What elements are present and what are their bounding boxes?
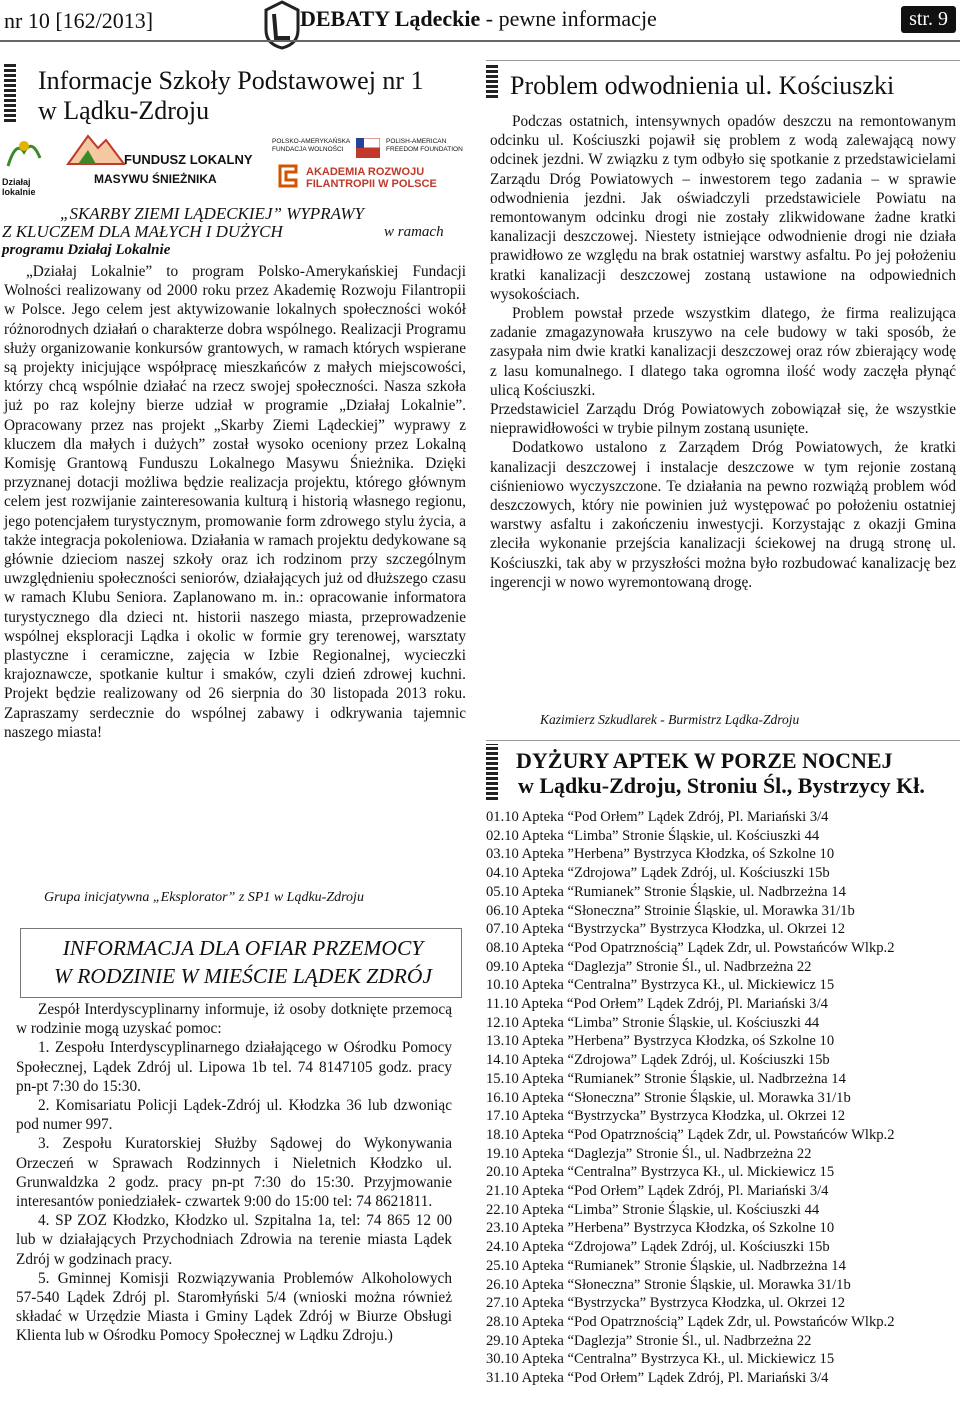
pharmacy-row: 25.10 Apteka “Rumianek” Stronie Śląskie, ul. Nadbrzeżna 14 [486, 1257, 846, 1274]
pharmacy-row: 17.10 Apteka “Bystrzycka” Bystrzyca Kłodzka, ul. Okrzei 12 [486, 1108, 846, 1125]
pharmacy-row: 13.10 Apteka ”Herbena” Bystrzyca Kłodzka, oś Szkolne 10 [486, 1033, 835, 1050]
page-header [0, 0, 960, 52]
fundusz-text-1: FUNDUSZ LOKALNY [124, 152, 253, 167]
info-item-5: 5. Gminnej Komisji Rozwiązywania Problemów Alkoholowych 57-540 Lądek Zdrój pl. Staromłyński 5/4 (wnioski można również składać w Urzędzie Miasta i Gminy Lądek Zdrój w Biurze Obsługi Klienta lub w Ośrodku Pomocy Społecznej w Lądku Zdroju.) [16, 1269, 452, 1345]
pharmacy-row: 22.10 Apteka “Limba” Stronie Śląskie, ul. Kościuszki 44 [486, 1201, 820, 1218]
article-body [4, 262, 466, 742]
problem-title: Problem odwodnienia ul. Kościuszki [510, 71, 895, 100]
pharmacy-row: 28.10 Apteka “Pod Opatrznością” Lądek Zdr, ul. Powstańców Wlkp.2 [486, 1313, 895, 1330]
problem-bar [486, 64, 498, 98]
pharmacy-row: 27.10 Apteka “Bystrzycka” Bystrzyca Kłodzka, ul. Okrzei 12 [486, 1295, 846, 1312]
project-title-line-1: „SKARBY ZIEMI LĄDECKIEJ” WYPRAWY [60, 204, 364, 223]
page-number: str. 9 [901, 6, 956, 33]
info-title [28, 934, 458, 990]
pharmacy-row: 12.10 Apteka “Limba” Stronie Śląskie, ul. Kościuszki 44 [486, 1014, 820, 1031]
info-item-4: 4. SP ZOZ Kłodzko, Kłodzko ul. Szpitalna 1a, tel: 74 865 12 00 lub w działających Przychodniach Zdrowia na terenie miasta Lądek Zdrój w godzinach pracy. [16, 1212, 452, 1268]
pharmacy-row: 18.10 Apteka “Pod Opatrznością” Lądek Zdr, ul. Powstańców Wlkp.2 [486, 1126, 895, 1143]
pafw-logo [270, 136, 470, 200]
pharmacy-row: 24.10 Apteka “Zdrojowa” Lądek Zdrój, ul. Kościuszki 15b [486, 1239, 830, 1256]
issue-number: nr 10 [162/2013] [4, 8, 154, 33]
project-title-line-3: w ramach [384, 224, 444, 240]
section-subtitle: w Lądku-Zdroju [38, 96, 210, 125]
problem-body [490, 112, 956, 592]
problem-paragraph-2: Problem powstał przede wszystkim dlatego, że firma realizująca zadanie zmagazynowała kruszywo na cele budowy w taki sposób, że zasypała nim dwie kratki kanalizacji deszczowej oraz rów zbierający wodę z lasu komunalnego. I dlatego taka ogromna ilość wody zaczęła płynąć ulicą Kościuszki. [490, 305, 956, 399]
info-item-1: 1. Zespołu Interdyscyplinarnego działającego w Ośrodku Pomocy Społecznej, Lądek Zdrój ul. Lipowa 1b tel. 74 8147105 godz. pracy pn-pt 7:30 do 15:30. [16, 1039, 452, 1095]
publication-title [300, 6, 657, 32]
header-rule [0, 40, 960, 42]
problem-paragraph-3: Przedstawiciel Zarządu Dróg Powiatowych zobowiązał się, że wszystkie nieprawidłowości w trybie pilnym zostaną usunięte. [490, 401, 956, 438]
dzialaj-logo-text: Działaj lokalnie [2, 177, 36, 197]
apt-bar [486, 744, 498, 800]
arfp-icon [276, 162, 300, 190]
pharmacy-row: 23.10 Apteka ”Herbena” Bystrzyca Kłodzka, oś Szkolne 10 [486, 1220, 835, 1237]
info-item-2: 2. Komisariatu Policji Lądek-Zdrój ul. Kłodzka 36 lub dzwoniąc pod numer 997. [16, 1097, 452, 1134]
pharmacy-row: 30.10 Apteka “Centralna” Bystrzyca Kł., ul. Mickiewicz 15 [486, 1351, 835, 1368]
pharmacy-row: 07.10 Apteka “Bystrzycka” Bystrzyca Kłodzka, ul. Okrzei 12 [486, 921, 846, 938]
mountain-icon [66, 130, 126, 166]
pharmacy-row: 06.10 Apteka “Słoneczna” Stroinie Śląskie, ul. Morawka 31/1b [486, 902, 855, 919]
pafw-en-2: FREEDOM FOUNDATION [386, 146, 463, 153]
pharmacy-row: 14.10 Apteka “Zdrojowa” Lądek Zdrój, ul. Kościuszki 15b [486, 1052, 830, 1069]
pharmacy-row: 16.10 Apteka “Słoneczna” Stronie Śląskie, ul. Morawka 31/1b [486, 1089, 851, 1106]
sprout-icon [2, 132, 46, 172]
section-bar [4, 62, 16, 122]
newspaper-logo-icon [262, 0, 302, 50]
pharmacy-row: 21.10 Apteka “Pod Orłem” Lądek Zdrój, Pl. Mariański 3/4 [486, 1183, 829, 1200]
pafw-pl-1: POLSKO-AMERYKAŃSKA [272, 138, 351, 145]
pharmacy-row: 31.10 Apteka “Pod Orłem” Lądek Zdrój, Pl. Mariański 3/4 [486, 1370, 829, 1387]
pharmacy-row: 09.10 Apteka “Daglezja” Stronie Śl., ul. Nadbrzeżna 22 [486, 958, 812, 975]
pafw-en-1: POLISH-AMERICAN [386, 138, 447, 145]
pharmacy-row: 02.10 Apteka “Limba” Stronie Śląskie, ul. Kościuszki 44 [486, 827, 820, 844]
pharmacy-row: 15.10 Apteka “Rumianek” Stronie Śląskie, ul. Nadbrzeżna 14 [486, 1070, 846, 1087]
pharmacy-row: 19.10 Apteka “Daglezja” Stronie Śl., ul. Nadbrzeżna 22 [486, 1145, 812, 1162]
problem-paragraph-4: Dodatkowo ustalono z Zarządem Dróg Powiatowych, że kratki kanalizacji deszczowej i instalacje deszczowe w tym rejonie zostaną ciśnieniowo wyczyszczone. Te działania na pewno rozwiążą problem wód deszczowych, który nie powinien już występować po położeniu ostatniej warstwy asfaltu i zakończeniu inwestycji. Korzystając z okazji Gmina zleciła wykonanie przejścia kanalizacji ściekowej na drugą stronę ul. Kościuszki, tak aby w przyszłości można było rozbudować kanalizację bez ingerencji w nowo wyremontowaną drogę. [490, 439, 956, 591]
dzialaj-lokalnie-logo [2, 132, 46, 196]
pharmacy-row: 10.10 Apteka “Centralna” Bystrzyca Kł., ul. Mickiewicz 15 [486, 977, 835, 994]
info-title-line-1: INFORMACJA DLA OFIAR PRZEMOCY [62, 936, 424, 960]
project-title-line-2: Z KLUCZEM DLA MAŁYCH I DUŻYCH [2, 222, 283, 241]
pharmacy-row: 03.10 Apteka ”Herbena” Bystrzyca Kłodzka, oś Szkolne 10 [486, 846, 835, 863]
sponsor-logos [0, 130, 470, 202]
pharmacy-row: 05.10 Apteka “Rumianek” Stronie Śląskie, ul. Nadbrzeżna 14 [486, 883, 846, 900]
project-title-line-4: programu Działaj Lokalnie [2, 242, 171, 258]
pharmacy-row: 26.10 Apteka “Słoneczna” Stronie Śląskie, ul. Morawka 31/1b [486, 1276, 851, 1293]
info-body [16, 1000, 452, 1346]
fundusz-text-2: MASYWU ŚNIEŻNIKA [94, 172, 217, 186]
apt-title-line-1: DYŻURY APTEK W PORZE NOCNEJ [516, 748, 893, 773]
info-title-line-2: W RODZINIE W MIEŚCIE LĄDEK ZDRÓJ [54, 964, 432, 988]
publication-name: DEBATY Lądeckie [300, 6, 481, 31]
pharmacy-row: 29.10 Apteka “Daglezja” Stronie Śl., ul. Nadbrzeżna 22 [486, 1332, 812, 1349]
pharmacy-row: 08.10 Apteka “Pod Opatrznością” Lądek Zdr, ul. Powstańców Wlkp.2 [486, 939, 895, 956]
pafw-pl-2: FUNDACJA WOLNOŚCI [272, 146, 344, 153]
apt-title-line-2: w Lądku-Zdroju, Stroniu Śl., Bystrzycy Kł. [518, 773, 925, 798]
problem-signature: Kazimierz Szkudlarek - Burmistrz Lądka-Zdroju [540, 712, 800, 727]
pharmacy-row: 20.10 Apteka “Centralna” Bystrzyca Kł., ul. Mickiewicz 15 [486, 1164, 835, 1181]
info-intro: Zespół Interdyscyplinarny informuje, iż osoby dotknięte przemocą w rodzinie mogą uzyskać pomoc: [16, 1001, 452, 1038]
pharmacy-row: 04.10 Apteka “Zdrojowa” Lądek Zdrój, ul. Kościuszki 15b [486, 865, 830, 882]
article-paragraph: „Działaj Lokalnie” to program Polsko-Amerykańskiej Fundacji Wolności realizowany od 2000 roku przez Akademię Rozwoju Filantropii w Polsce. Jego celem jest aktywizowanie lokalnych społeczności wokół różnorodnych działań o charakterze dobra wspólnego. Realizacji Programu służy organizowanie konkursów grantowych, w ramach których wspierane są projekty inicjujące współpracę mieszkańców z małych miejscowości, którzy chcą wspólnie działać na rzecz swojej społeczności. Nasza szkoła już po raz kolejny bierze udział w programie „Działaj Lokalnie”. Opracowany przez nas projekt „Skarby Ziemi Lądeckiej” wyprawy z kluczem dla małych i dużych” został wysoko oceniony przez Lokalną Komisję Grantową Funduszu Lokalnego Masywu Śnieżnika. Dzięki przyznanej dotacji możliwa będzie realizacja projektu, którego głównym celem jest rozwijanie zainteresowania kulturą i historią własnego regionu, jego potencjałem turystycznym, promowanie form zdrowego stylu życia, a także integracja pokoleniowa. Działania w ramach projektu dedykowane są głównie dzieciom naszej szkoły oraz ich rodzinom przy szczególnym uwzględnieniu społeczności seniorów, działających już od dłuższego czasu w ramach Klubu Seniora. Zaplanowano m. in.: opracowanie informatora turystycznego dla dzieci nt. historii naszego miasta, przeprowadzenie wspólnej eksploracji Lądka i okolic w formie gry terenowej, warsztaty plastyczne i ceramiczne, zajęcia w Izbie Regionalnej, wycieczki krajoznawcze, spotkanie kultur i smaków, czyli dzień zdrowej kuchni. Projekt będzie realizowany od 26 sierpnia do 30 listopada 2013 roku. Zapraszamy serdecznie do wspólnej zabawy i odkrywania tajemnic naszego miasta! [4, 263, 466, 741]
arfp-text-2: FILANTROPII W POLSCE [306, 178, 437, 190]
section-title: Informacje Szkoły Podstawowej nr 1 [38, 66, 424, 95]
pharmacy-list [486, 808, 956, 1388]
arfp-text-1: AKADEMIA ROZWOJU [306, 166, 425, 178]
pharmacy-row: 11.10 Apteka “Pod Orłem” Lądek Zdrój, Pl. Mariański 3/4 [486, 996, 828, 1013]
publication-tagline: - pewne informacje [480, 6, 657, 31]
article-signature: Grupa inicjatywna „Eksplorator” z SP1 w Lądku-Zdroju [44, 890, 364, 905]
problem-paragraph-1: Podczas ostatnich, intensywnych opadów deszczu na remontowanym odcinku ul. Kościuszki pojawił się problem z wodą zalewającą nowy odcinek jezdni. W związku z tym odbyło się spotkanie z przedstawicielami Zarządu Dróg Powiatowych – inwestorem tego zadania – w sprawie odwodnienia jezdni. Jak oświadczyli przedstawiciele Powiatu na remontowanym odcinku drogi nie zostały zlikwidowane żadne kratki kanalizacji deszczowej. Niestety istniejące odwodnienie drogi nie działa prawidłowo ze względu na brak ostatniej warstwy asfaltu. Po jej położeniu kratki kanalizacji deszczowej zostaną ustawione na odpowiednich wysokościach. [490, 113, 956, 303]
flag-icon [356, 138, 380, 158]
fundusz-lokalny-logo [66, 130, 256, 196]
pharmacy-row: 01.10 Apteka “Pod Orłem” Lądek Zdrój, Pl. Mariański 3/4 [486, 809, 829, 825]
info-item-3: 3. Zespołu Kuratorskiej Służby Sądowej do Wykonywania Orzeczeń w Sprawach Rodzinnych i Nieletnich Kłodzko ul. Grunwaldzka 2 godz. pracy pn-pt 7:30 do 15:30. Przyjmowanie interesantów poniedziałek- czwartek 9:00 do 15:00 tel: 74 8621811. [16, 1135, 452, 1211]
